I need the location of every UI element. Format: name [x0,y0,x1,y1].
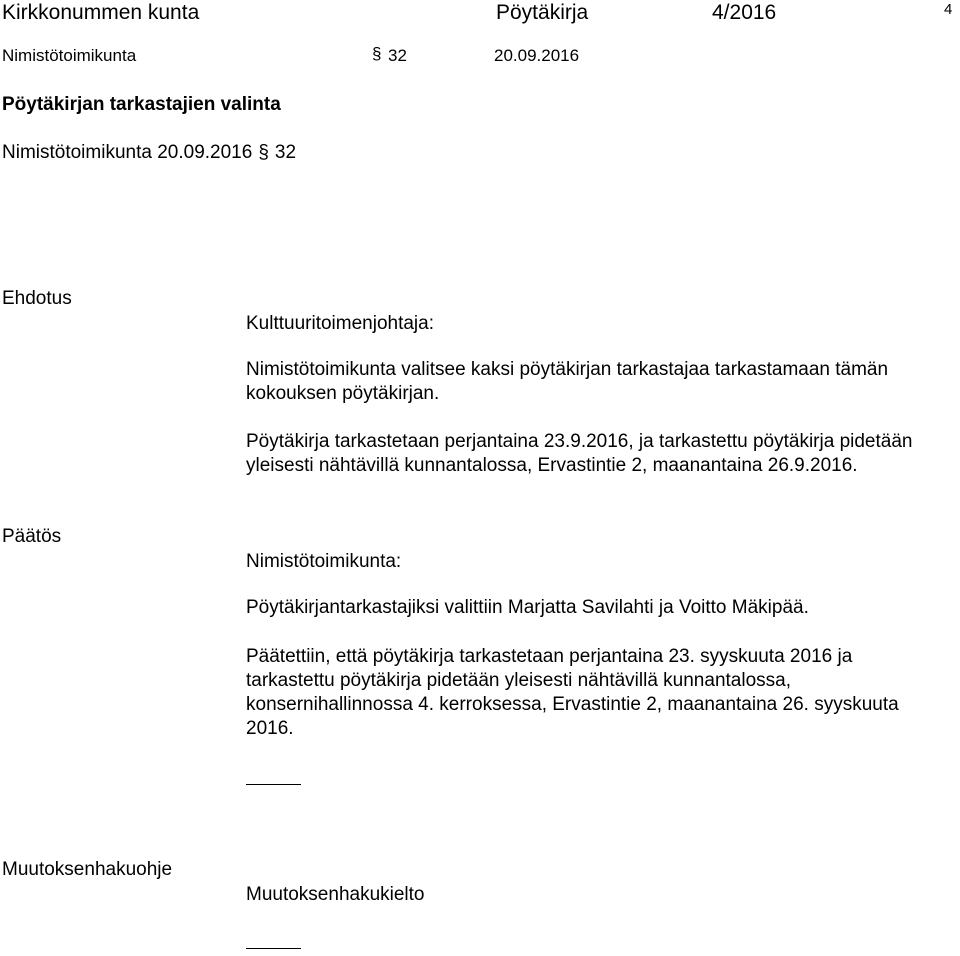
section-sign-icon: § [372,44,382,63]
proposal-paragraph-2: Pöytäkirja tarkastetaan perjantaina 23.9.2016, ja tarkastettu pöytäkirja pidetään yleisesti nähtävillä kunnantalossa, Ervastintie 2, maanantaina 26.9.2016. [246,431,913,476]
decision-body-label: Nimistötoimikunta: [246,551,402,572]
page-number: 4 [944,1,953,18]
proposal-label: Ehdotus [2,288,72,309]
document-type: Pöytäkirja [496,1,589,24]
item-title: Pöytäkirjan tarkastajien valinta [2,94,281,115]
divider-line [246,784,301,785]
meeting-date: 20.09.2016 [494,46,580,65]
item-reference [2,142,296,164]
appeal-label: Muutoksenhakuohje [2,859,173,880]
reference-number: 32 [274,142,297,163]
appeal-text: Muutoksenhakukielto [246,884,425,905]
meeting-number: 32 [388,46,407,65]
proposal-presenter: Kulttuuritoimenjohtaja: [246,313,434,334]
section-sign-icon: § [258,142,269,163]
decision-paragraph-1: Pöytäkirjantarkastajiksi valittiin Marjatta Savilahti ja Voitto Mäkipää. [246,597,809,618]
divider-line-bottom [246,948,301,949]
proposal-paragraph-1: Nimistötoimikunta valitsee kaksi pöytäkirjan tarkastajaa tarkastamaan tämän kokouksen pöytäkirjan. [246,359,889,404]
document-number: 4/2016 [712,1,777,24]
committee-name: Nimistötoimikunta [2,46,137,65]
reference-body: Nimistötoimikunta 20.09.2016 [2,142,253,163]
organization-name: Kirkkonummen kunta [2,1,200,24]
decision-label: Päätös [2,526,62,547]
decision-paragraph-2: Päätettiin, että pöytäkirja tarkastetaan perjantaina 23. syyskuuta 2016 ja tarkastettu pöytäkirja pidetään yleisesti nähtävillä kunnantalossa, konsernihallinnossa 4. kerroksessa, Ervastintie 2, maanantaina 26. syyskuuta 2016. [246,646,899,739]
